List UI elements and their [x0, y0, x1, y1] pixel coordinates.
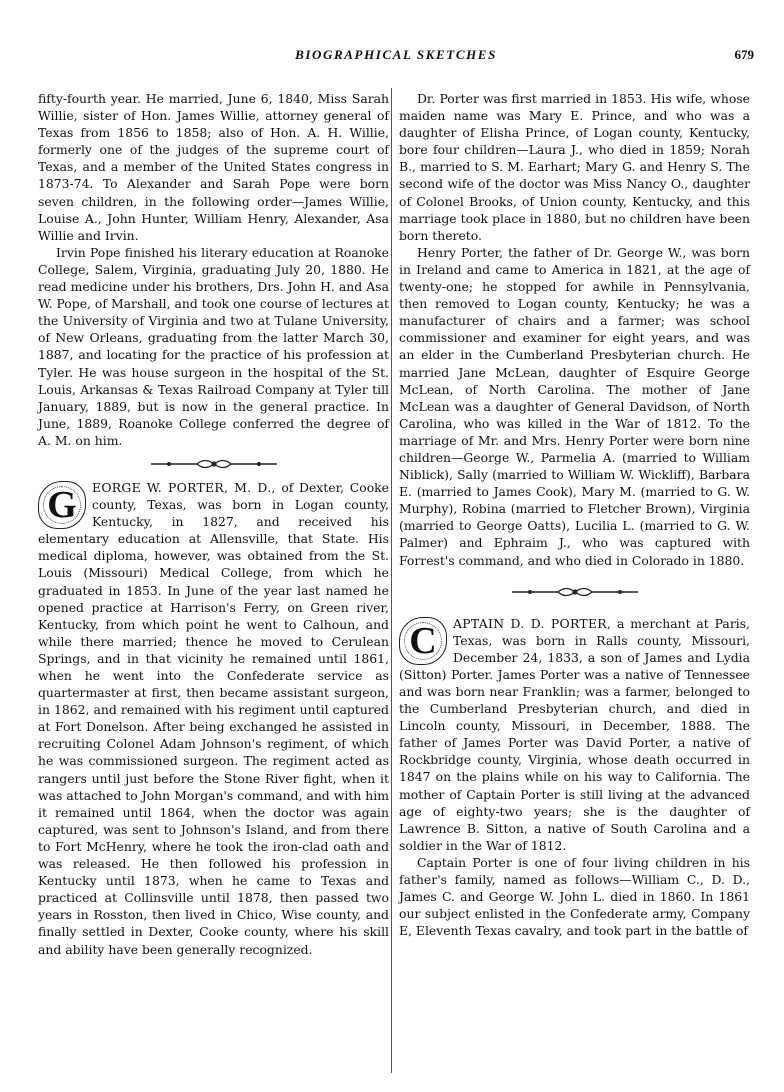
ornamental-divider [399, 569, 750, 615]
page-number: 679 [734, 47, 754, 62]
paragraph: Irvin Pope finished his literary education at Roanoke College, Salem, Virginia, graduating July 20, 1880. He read medicine under his brothers, Drs. John H. and Asa W. Pope, of Marshall, and took one course of lectures at the University of Virginia and two at Tulane University, of New Orleans, graduating from the latter March 30, 1887, and locating for the practice of his profession at Tyler. He was house surgeon in the hospital of the St. Louis, Arkansas & Texas Railroad Company at Tyler till January, 1889, but is now in the general practice. In June, 1889, Roanoke College conferred the degree of A. M. on him. [38, 244, 389, 448]
biography-captain-porter [399, 615, 750, 854]
right-column [399, 90, 750, 939]
running-header [38, 44, 754, 64]
ornament-icon [149, 457, 279, 471]
drop-cap: C [399, 617, 447, 665]
biography-lead: EORGE W. PORTER, M. D., [92, 479, 276, 495]
drop-cap: G [38, 481, 86, 529]
paragraph: Captain Porter is one of four living children in his father's family, named as follows—William C., D. D., James C. and George W. John L. died in 1860. In 1861 our subject enlisted in the Confederate army, Company E, Eleventh Texas cavalry, and took part in the battle of [399, 854, 750, 939]
column-divider [391, 88, 392, 1073]
paragraph: Dr. Porter was first married in 1853. His wife, whose maiden name was Mary E. Prince, and who was a daughter of Elisha Prince, of Logan county, Kentucky, bore four children—Laura J., who died in 1859; Norah B., married to S. M. Earhart; Mary G. and Henry S. The second wife of the doctor was Miss Nancy O., daughter of Colonel Brooks, of Union county, Kentucky, and this marriage took place in 1880, but no children have been born thereto. [399, 91, 750, 243]
biography-text: a merchant at Paris, Texas, was born in Ralls county, Missouri, December 24, 1833, a son of James and Lydia (Sitton) Porter. James Porter was a native of Tennessee and was born near Franklin; was a farmer, belonged to the Cumberland Presbyterian church, and died in Lincoln county, Missouri, in December, 1888. The father of James Porter was David Porter, a native of Rockbridge county, Virginia, whose death occurred in 1847 on the plains while on his way to California. The mother of Captain Porter is still living at the advanced age of eighty-two years; she is the daughter of Lawrence B. Sitton, a native of South Carolina and a soldier in the War of 1812. [399, 615, 750, 853]
ornament-icon [510, 585, 640, 599]
paragraph: Henry Porter, the father of Dr. George W., was born in Ireland and came to America in 1821, at the age of twenty-one; he stopped for awhile in Pennsylvania, then removed to Logan county, Kentucky; he was a manufacturer of chairs and a farmer; was school commissioner and examiner for eight years, and was an elder in the Cumberland Presbyterian church. He married Jane McLean, daughter of Esquire George McLean, of North Carolina. The mother of Jane McLean was a daughter of General Davidson, of North Carolina, who was killed in the War of 1812. To the marriage of Mr. and Mrs. Henry Porter were born nine children—George W., Parmelia A. (married to William Niblick), Sally (married to William W. Wickliff), Barbara E. (married to James Cook), Mary M. (married to G. W. Murphy), Robina (married to Fletcher Brown), Virginia (married to George Oatts), Lucilia L. (married to G. W. Palmer) and Ephraim J., who was captured with Forrest's command, and who died in Colorado in 1880. [399, 244, 750, 568]
biography-george-porter [38, 479, 389, 958]
ornamental-divider [38, 449, 389, 479]
left-column [38, 90, 389, 958]
running-title: BIOGRAPHICAL SKETCHES [295, 47, 497, 62]
paragraph: fifty-fourth year. He married, June 6, 1840, Miss Sarah Willie, sister of Hon. James Willie, attorney general of Texas from 1856 to 1858; also of Hon. A. H. Willie, formerly one of the judges of the supreme court of Texas, and a member of the United States congress in 1873-74. To Alexander and Sarah Pope were born seven children, in the following order—James Willie, Louise A., John Hunter, William Henry, Alexander, Asa Willie and Irvin. [38, 91, 389, 243]
biography-lead: APTAIN D. D. PORTER, [453, 615, 612, 631]
biography-text: of Dexter, Cooke county, Texas, was born in Logan county, Kentucky, in 1827, and received his elementary education at Allensville, that State. His medical diploma, however, was obtained from the St. Louis (Missouri) Medical College, from which he graduated in 1853. In June of the year last named he opened practice at Harrison's Ferry, on Green river, Kentucky, from which point he went to Calhoun, and while there married; thence he moved to Cerulean Springs, and in that vicinity he remained until 1861, when he went into the Confederate service as quartermaster at first, then became assistant surgeon, in 1862, and remained with his regiment until captured at Fort Donelson. After being exchanged he assisted in recruiting Colonel Adam Johnson's regiment, of which he was commissioned surgeon. The regiment acted as rangers until just before the Stone River fight, when it was attached to John Morgan's command, and with him it remained until 1864, when the doctor was again captured, was sent to Johnson's Island, and from there to Fort McHenry, where he took the iron-clad oath and was released. He then followed his profession in Kentucky until 1873, when he came to Texas and practiced at Collinsville until 1878, then passed two years in Rosston, then lived in Chico, Wise county, and finally settled in Dexter, Cooke county, where his skill and ability have been generally recognized. [38, 479, 389, 957]
